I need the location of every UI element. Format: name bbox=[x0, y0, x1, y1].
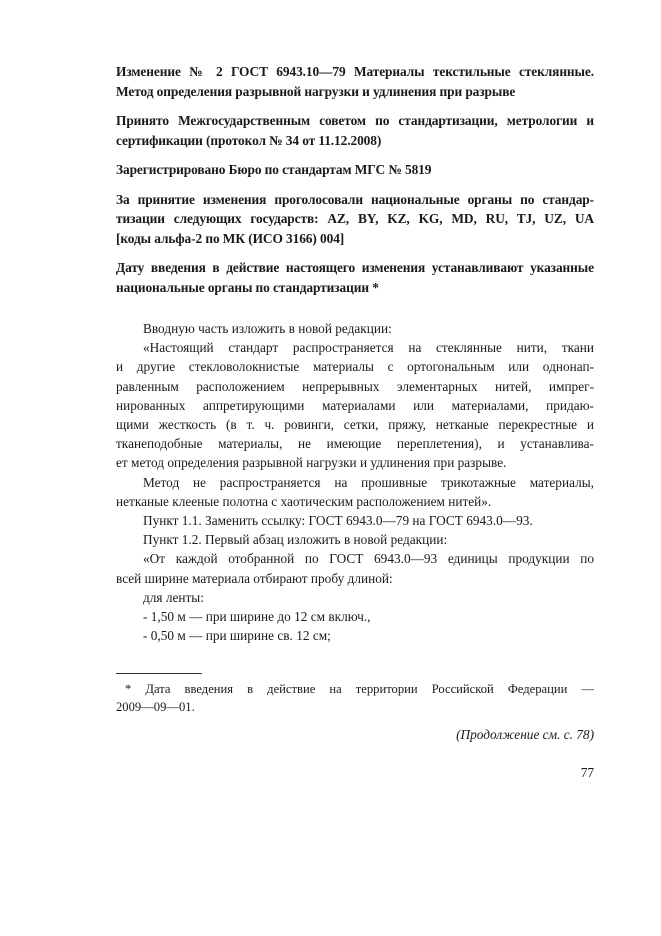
item-1-1-paragraph bbox=[116, 511, 594, 530]
body-line: тканеподобные материалы, не имеющие переплетения), и устанавлива- bbox=[116, 436, 594, 452]
title-line: Метод определения разрывной нагрузки и удлинения при разрыве bbox=[116, 83, 516, 99]
voted-statement bbox=[116, 190, 594, 249]
body-line: «Настоящий стандарт распространяется на стеклянные нити, ткани bbox=[143, 340, 594, 356]
intro-paragraph bbox=[116, 319, 594, 338]
body-line: «От каждой отобранной по ГОСТ 6943.0—93 единицы продукции по bbox=[143, 551, 594, 567]
body-line: равленным расположением непрерывных элементарных нитей, импрег- bbox=[116, 378, 594, 394]
body-line: нетканые клееные полотна с хаотическим расположением нитей». bbox=[116, 493, 492, 509]
footnote-line: 2009—09—01. bbox=[116, 700, 195, 715]
sample-paragraph bbox=[116, 549, 594, 587]
registered-line: Зарегистрировано Бюро по стандартам МГС № 5819 bbox=[116, 162, 432, 177]
adopted-line: Принято Межгосударственным советом по стандартизации, метрологии и bbox=[116, 113, 594, 128]
document-page bbox=[116, 62, 594, 781]
body-line: ет метод определения разрывной нагрузки и удлинения при разрыве. bbox=[116, 455, 507, 471]
adopted-line: сертификации (протокол № 34 от 11.12.2008) bbox=[116, 132, 382, 148]
amendment-body bbox=[116, 319, 594, 645]
body-line: и другие стекловолокнистые материалы с ортогональным или однонап- bbox=[116, 359, 594, 375]
body-line: всей ширине материала отбирают пробу длиной: bbox=[116, 570, 393, 586]
body-line: нированных аппретирующими материалами или материалами, придаю- bbox=[116, 397, 594, 413]
effective-date-statement bbox=[116, 258, 594, 297]
footnote bbox=[116, 680, 594, 716]
amendment-title bbox=[116, 62, 594, 101]
date-line: Дату введения в действие настоящего изменения устанавливают указанные bbox=[116, 260, 594, 275]
body-line: Пункт 1.2. Первый абзац изложить в новой редакции: bbox=[143, 532, 448, 548]
exclusion-paragraph bbox=[116, 473, 594, 511]
scope-paragraph bbox=[116, 338, 594, 472]
body-line: щими жесткость (в т. ч. ровинги, сетки, пряжу, нетканые перекрестные и bbox=[116, 417, 594, 433]
body-line: Пункт 1.1. Заменить ссылку: ГОСТ 6943.0—79 на ГОСТ 6943.0—93. bbox=[143, 513, 533, 529]
page-number: 77 bbox=[580, 765, 594, 781]
tape-label bbox=[116, 588, 594, 607]
voted-line: За принятие изменения проголосовали национальные органы по стандар- bbox=[116, 191, 594, 207]
body-line: Вводную часть изложить в новой редакции: bbox=[143, 321, 392, 336]
date-line: национальные органы по стандартизации * bbox=[116, 279, 379, 295]
body-line: Метод не распространяется на прошивные трикотажные материалы, bbox=[143, 474, 594, 490]
title-line: Изменение № 2 ГОСТ 6943.10—79 Материалы текстильные стеклянные. bbox=[116, 64, 594, 79]
continuation-note: (Продолжение см. с. 78) bbox=[456, 727, 594, 743]
adopted-statement bbox=[116, 111, 594, 150]
body-line: - 1,50 м — при ширине до 12 см включ., bbox=[143, 609, 371, 625]
voted-line: [коды альфа-2 по МК (ИСО 3166) 004] bbox=[116, 230, 345, 246]
voted-line: тизации следующих государств: AZ, BY, KZ, KG, MD, RU, TJ, UZ, UA bbox=[116, 211, 594, 226]
registered-statement bbox=[116, 160, 594, 180]
length-list-item bbox=[116, 626, 594, 645]
footnote-line: * Дата введения в действие на территории Российской Федерации — bbox=[125, 682, 594, 697]
body-line: - 0,50 м — при ширине св. 12 см; bbox=[143, 628, 331, 644]
item-1-2-paragraph bbox=[116, 530, 594, 549]
body-line: для ленты: bbox=[143, 589, 204, 605]
footnote-divider bbox=[116, 673, 202, 674]
length-list-item bbox=[116, 607, 594, 626]
